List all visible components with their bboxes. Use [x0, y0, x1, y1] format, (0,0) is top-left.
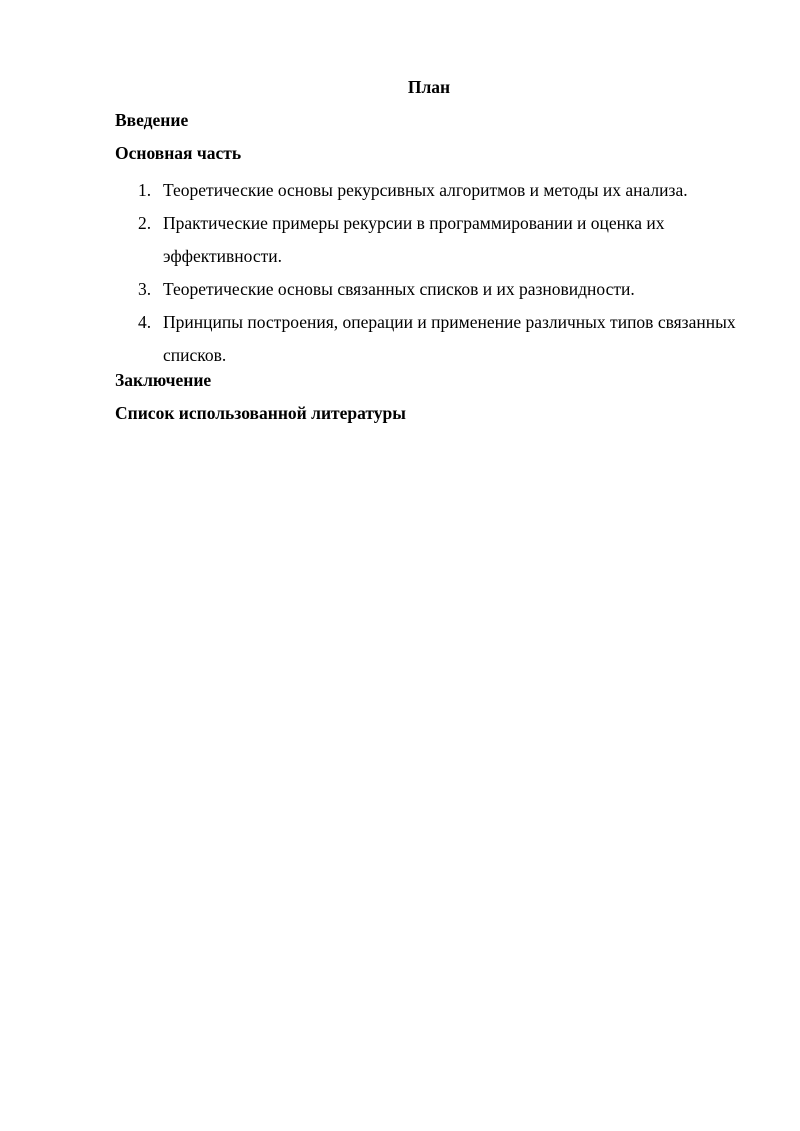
- list-item-number: 2.: [138, 213, 152, 233]
- main-part-list: [115, 174, 755, 372]
- section-conclusion: Заключение: [115, 370, 212, 390]
- section-references: Список использованной литературы: [115, 403, 406, 423]
- list-item-text: Практические примеры рекурсии в программировании и оценка их эффективности.: [163, 213, 665, 266]
- list-item-number: 1.: [138, 180, 152, 200]
- list-item-text: Принципы построения, операции и применение различных типов связанных списков.: [163, 312, 736, 365]
- list-item: [115, 273, 755, 306]
- list-item: [115, 306, 755, 372]
- list-item-number: 4.: [138, 312, 152, 332]
- list-item: [115, 174, 755, 207]
- list-item: [115, 207, 755, 273]
- list-item-number: 3.: [138, 279, 152, 299]
- section-main-part: Основная часть: [115, 143, 242, 163]
- page-title: План: [407, 77, 451, 97]
- list-item-text: Теоретические основы связанных списков и их разновидности.: [163, 279, 635, 299]
- list-item-text: Теоретические основы рекурсивных алгоритмов и методы их анализа.: [163, 180, 688, 200]
- section-introduction: Введение: [115, 110, 189, 130]
